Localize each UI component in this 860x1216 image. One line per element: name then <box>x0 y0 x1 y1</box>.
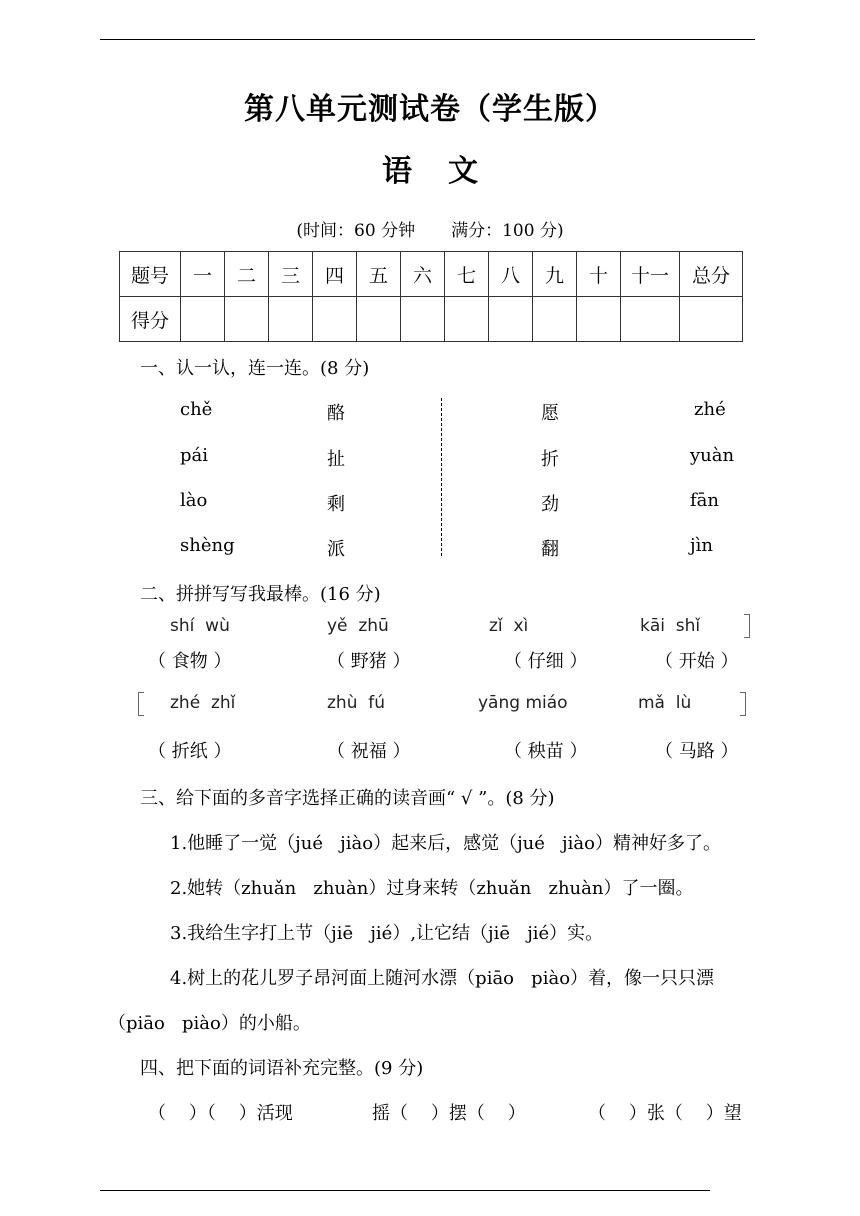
bottom-rule <box>100 1190 710 1191</box>
right-char[interactable]: 愿 <box>541 403 559 424</box>
right-pinyin[interactable]: yuàn <box>690 445 735 466</box>
score-header-cell: 总分 <box>680 252 743 297</box>
right-pinyin[interactable]: fān <box>690 490 719 511</box>
score-table-score-row <box>120 297 743 342</box>
score-table-header-row <box>120 252 743 297</box>
score-entry-cell[interactable] <box>313 297 357 342</box>
score-header-cell: 三 <box>269 252 313 297</box>
left-char[interactable]: 扯 <box>327 449 345 470</box>
right-pinyin[interactable]: jìn <box>690 535 713 556</box>
answer-blank[interactable]: （ 野猪 ） <box>327 651 411 672</box>
answer-blank[interactable]: （ 秧苗 ） <box>504 741 588 762</box>
answer-blank[interactable]: （ 食物 ） <box>148 651 232 672</box>
score-header-cell: 题号 <box>120 252 181 297</box>
score-entry-cell[interactable] <box>181 297 225 342</box>
pinyin-prompt: yě zhū <box>327 616 389 636</box>
divider-dashed <box>441 398 442 556</box>
score-header-cell: 八 <box>489 252 533 297</box>
score-header-cell: 十 <box>577 252 621 297</box>
pinyin-prompt: shí wù <box>170 616 230 636</box>
left-char[interactable]: 剩 <box>327 494 345 515</box>
question-line-continued[interactable]: （piāo piào）的小船。 <box>108 1013 311 1034</box>
score-entry-cell[interactable] <box>401 297 445 342</box>
score-entry-cell[interactable] <box>680 297 743 342</box>
section-2-title: 二、拼拼写写我最棒。(16 分) <box>140 584 381 605</box>
bracket-mark <box>744 614 750 638</box>
score-entry-cell[interactable] <box>445 297 489 342</box>
exam-meta <box>0 216 860 241</box>
right-char[interactable]: 折 <box>541 449 559 470</box>
question-line[interactable]: 4.树上的花儿罗子昂河面上随河水漂（piāo piào）着，像一只只漂 <box>170 968 715 989</box>
subject-char-2: 文 <box>448 154 478 189</box>
score-header-cell: 九 <box>533 252 577 297</box>
page-title: 第八单元测试卷（学生版） <box>244 92 616 127</box>
score-header-cell: 十一 <box>621 252 680 297</box>
left-char[interactable]: 派 <box>327 539 345 560</box>
score-entry-cell[interactable] <box>533 297 577 342</box>
exam-total-score: 满分：100 分) <box>451 221 564 241</box>
left-pinyin[interactable]: shèng <box>180 535 235 556</box>
score-entry-cell[interactable] <box>489 297 533 342</box>
pinyin-prompt: zhù fú <box>327 693 386 713</box>
bracket-mark <box>138 692 144 716</box>
answer-blank[interactable]: （ 折纸 ） <box>148 741 232 762</box>
bracket-mark <box>740 692 746 716</box>
question-line[interactable]: 3.我给生字打上节（jiē jié）,让它结（jiē jié）实。 <box>170 923 604 944</box>
score-header-cell: 一 <box>181 252 225 297</box>
score-entry-cell[interactable] <box>357 297 401 342</box>
score-header-cell: 五 <box>357 252 401 297</box>
question-line[interactable]: 2.她转（zhuǎn zhuàn）过身来转（zhuǎn zhuàn）了一圈。 <box>170 878 694 899</box>
score-header-cell: 七 <box>445 252 489 297</box>
right-char[interactable]: 翻 <box>541 539 559 560</box>
left-pinyin[interactable]: chě <box>180 399 213 420</box>
right-pinyin[interactable]: zhé <box>694 399 726 420</box>
score-entry-cell[interactable] <box>225 297 269 342</box>
score-entry-cell[interactable] <box>577 297 621 342</box>
exam-time: (时间：60 分钟 <box>296 221 416 241</box>
pinyin-prompt: zhé zhǐ <box>170 693 236 713</box>
score-entry-cell[interactable] <box>269 297 313 342</box>
section-1-title: 一、认一认，连一连。(8 分) <box>140 358 370 379</box>
score-table <box>119 251 743 342</box>
section-3-title: 三、给下面的多音字选择正确的读音画“ √ ”。(8 分) <box>140 788 555 809</box>
score-row-label: 得分 <box>120 297 181 342</box>
top-rule <box>100 39 755 40</box>
idiom-blank[interactable]: （ ）张（ ）望 <box>588 1103 742 1124</box>
answer-blank[interactable]: （ 仔细 ） <box>504 651 588 672</box>
left-pinyin[interactable]: pái <box>180 445 209 466</box>
subject-char-1: 语 <box>382 154 412 189</box>
pinyin-prompt: mǎ lù <box>638 693 692 713</box>
answer-blank[interactable]: （ 祝福 ） <box>327 741 411 762</box>
section-4-title: 四、把下面的词语补充完整。(9 分) <box>140 1058 424 1079</box>
score-header-cell: 二 <box>225 252 269 297</box>
idiom-blank[interactable]: 摇（ ）摆（ ） <box>372 1103 526 1124</box>
answer-blank[interactable]: （ 马路 ） <box>655 741 739 762</box>
answer-blank[interactable]: （ 开始 ） <box>655 651 739 672</box>
pinyin-prompt: kāi shǐ <box>640 616 701 636</box>
score-header-cell: 四 <box>313 252 357 297</box>
right-char[interactable]: 劲 <box>541 494 559 515</box>
pinyin-prompt: zǐ xì <box>489 616 529 636</box>
idiom-blank[interactable]: （ ）（ ）活现 <box>148 1103 293 1124</box>
question-line[interactable]: 1.他睡了一觉（jué jiào）起来后，感觉（jué jiào）精神好多了。 <box>170 833 721 854</box>
score-header-cell: 六 <box>401 252 445 297</box>
subject-title <box>0 146 860 190</box>
left-char[interactable]: 酪 <box>327 403 345 424</box>
left-pinyin[interactable]: lào <box>180 490 208 511</box>
score-entry-cell[interactable] <box>621 297 680 342</box>
pinyin-prompt: yāng miáo <box>478 693 568 713</box>
